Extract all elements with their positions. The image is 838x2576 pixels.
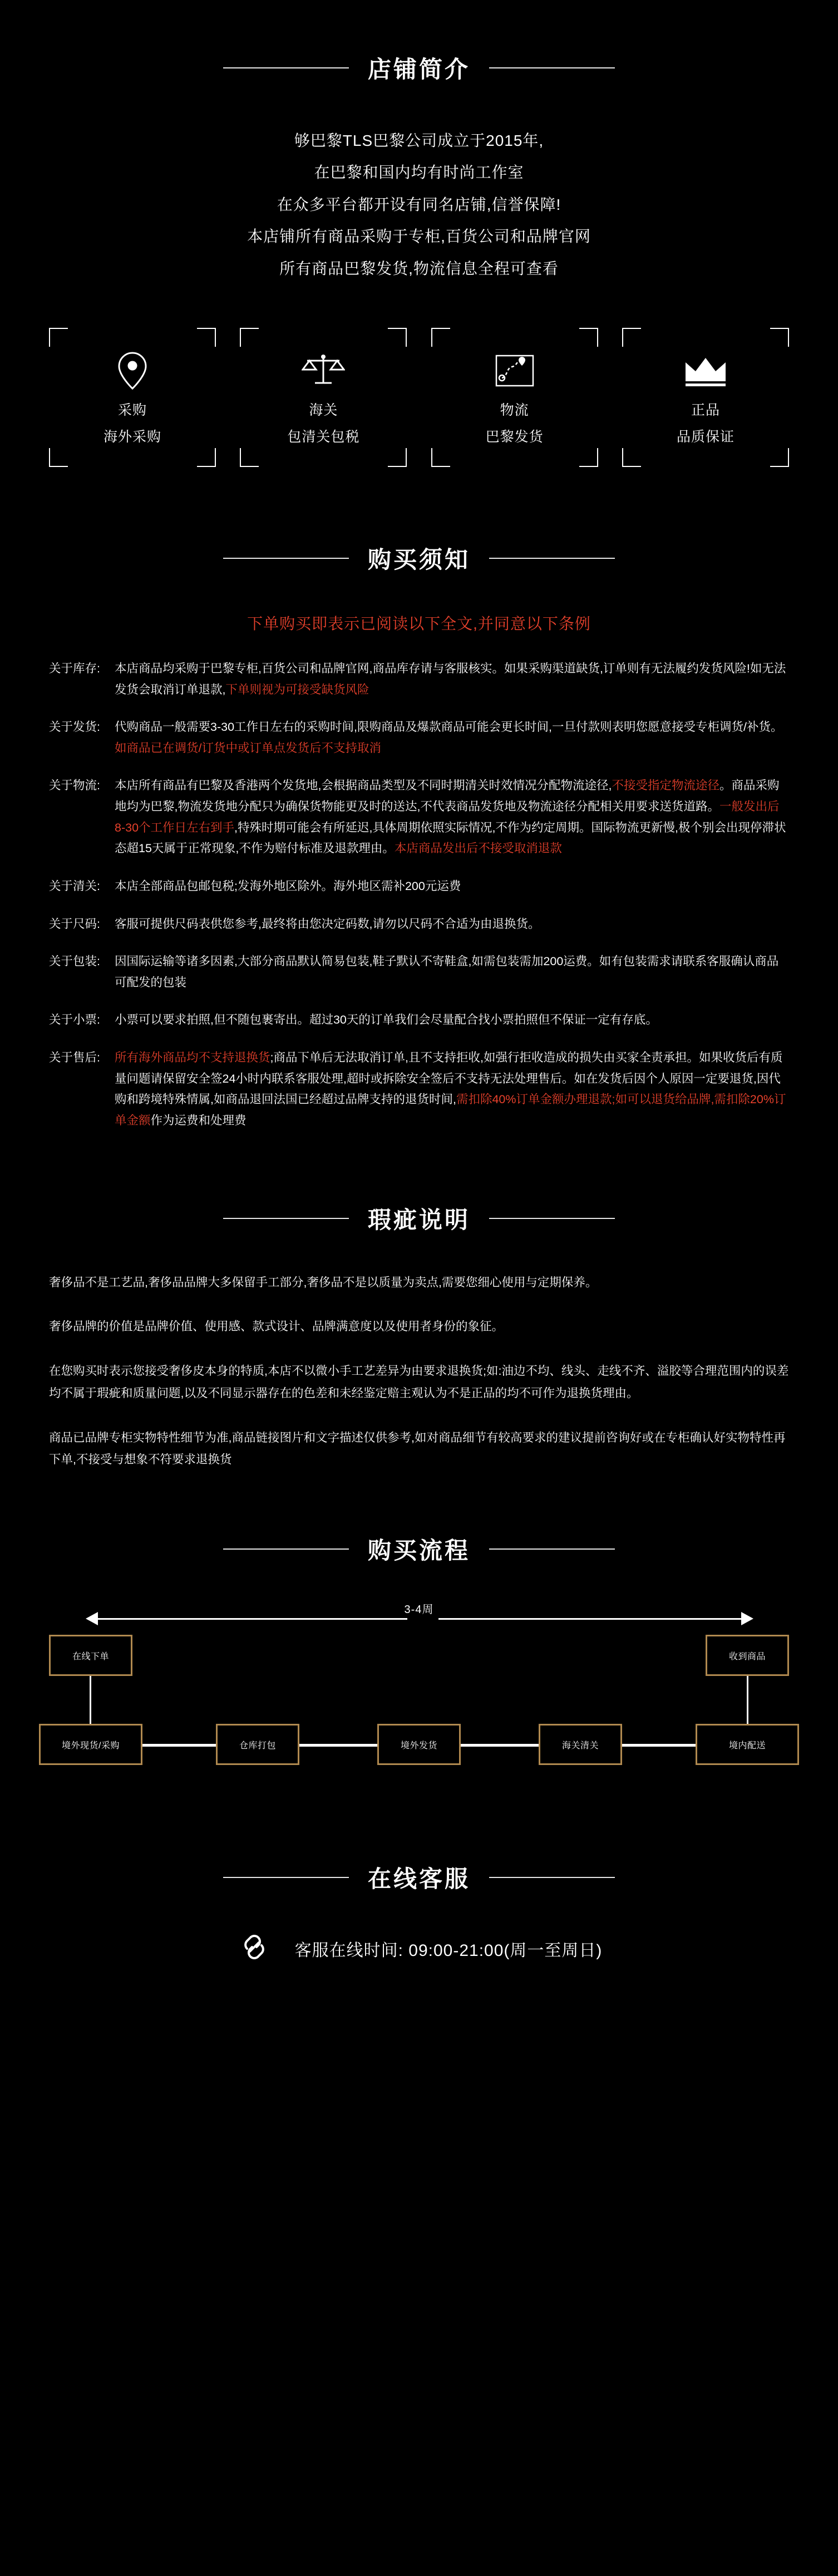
purchase-notes-heading [0,542,838,575]
note-item-customs [49,876,789,897]
purchase-notes-title: 购买须知 [367,546,470,573]
section-purchase-notes [0,519,838,1132]
badge-logistics [431,328,598,467]
flow-step-warehouse-packing: 仓库打包 [216,1724,299,1765]
note-part: 。商品采购地均为巴黎,物流发货地分配只为确保货物能更及时的送达,不代表商品发货地及物流途径分配相关用要求送货道路。 [115,779,780,814]
note-label: 关于小票: [49,1013,100,1027]
flaw-paragraph: 商品已品牌专柜实物特性细节为准,商品链接图片和文字描述仅供参考,如对商品细节有较高要求的建议提前咨询好或在专柜确认好实物特性再下单,不接受与想象不符要求退换货 [49,1430,786,1467]
note-text: 客服可提供尺码表供您参考,最终将由您决定码数,请勿以尺码不合适为由退换货。 [115,917,540,931]
note-text: 因国际运输等诸多因素,大部分商品默认简易包装,鞋子默认不寄鞋盒,如需包装需加200运费。如有包装需求请联系客服确认商品可配发的包装 [115,955,779,989]
service-hours-row [0,1929,838,1968]
crown-icon [682,347,729,395]
intro-line: 本店铺所有商品采购于专柜,百货公司和品牌官网 [247,228,591,245]
store-intro-text [0,125,838,284]
flow-arrow-head-left [86,1612,98,1628]
flow-step-customs-clearance: 海关清关 [539,1724,622,1765]
heading-rule-left [223,558,349,559]
note-label: 关于库存: [49,661,100,675]
note-item-packaging [49,951,789,993]
note-part-highlight: 不接受指定物流途径 [612,779,719,793]
note-item-logistics [49,775,789,859]
note-item-stock [49,658,789,700]
flaw-body [49,1272,789,1472]
flaw-heading [0,1202,838,1235]
scales-icon [302,347,345,395]
note-part: ;商品下单后无法取消订单,且不支持拒收,如强行拒收造成的损失由买家全责承担。如果收货后有质量问题请保留安全签24小时内联系客服处理,超时或拆除安全签后不支持无法处理售后。如在发货后因个人原因一定要退货,因代购和跨境特殊情属,如商品退回法国已经超过品牌支持的退货时间, [115,1051,783,1107]
note-item-shipping [49,717,789,759]
note-item-size [49,914,789,935]
section-store-intro [0,0,838,467]
note-label: 关于发货: [49,720,100,734]
flow-heading [0,1532,838,1566]
heading-rule-left [223,1877,349,1878]
note-item-after-sales [49,1048,789,1132]
flow-step-overseas-shipping: 境外发货 [377,1724,461,1765]
chat-link-icon[interactable] [236,1929,273,1968]
service-hours-text: 客服在线时间: 09:00-21:00(周一至周日) [294,1941,603,1960]
heading-rule-right [489,1548,615,1550]
note-text [115,658,789,700]
heading-rule-right [489,1877,615,1878]
flaw-paragraph: 在您购买时表示您接受奢侈皮本身的特质,本店不以微小手工艺差异为由要求退换货;如:油边不均、线头、走线不齐、溢胶等合理范围内的误差均不属于瑕疵和质量问题,以及不同显示器存在的色差和未经鉴定赔主观认为不是正品的均不可作为退换货理由。 [49,1364,789,1400]
flow-duration-label: 3-4周 [404,1604,434,1616]
note-text [115,717,789,759]
flaw-title: 瑕疵说明 [367,1206,470,1233]
flow-connector-vertical-left [90,1676,91,1724]
flow-step-receive-goods: 收到商品 [706,1635,789,1676]
service-title: 在线客服 [367,1866,470,1892]
intro-line: 在巴黎和国内均有时尚工作室 [314,164,524,181]
note-text [115,1048,789,1132]
section-online-service [0,1835,838,2007]
note-part: 作为运费和处理费 [150,1113,247,1127]
intro-line: 在众多平台都开设有同名店铺,信誉保障! [277,195,561,213]
note-part-highlight: 一般发出后8-30个工作日左右到手 [115,800,780,834]
flow-step-place-order: 在线下单 [49,1635,132,1676]
flow-step-domestic-delivery: 境内配送 [696,1724,799,1765]
note-part: ,特殊时期可能会有所延迟,具体周期依照实际情况,不作为约定周期。国际物流更新慢,极个别会出现停滞状态超15天属于正常现象,不作为赔付标准及退款理由。 [115,820,786,856]
flaw-paragraph: 奢侈品牌的价值是品牌价值、使用感、款式设计、品牌满意度以及使用者身份的象征。 [49,1320,504,1334]
badge-authenticity [622,328,789,467]
note-part: 本店所有商品有巴黎及香港两个发货地,会根据商品类型及不同时期清关时效情况分配物流途径, [115,779,612,793]
purchase-notes-warning: 下单购买即表示已阅读以下全文,并同意以下条例 [247,614,591,632]
intro-line: 够巴黎TLS巴黎公司成立于2015年, [294,132,544,149]
note-label: 关于物流: [49,779,100,793]
flow-step-overseas-stock-purchase: 境外现货/采购 [39,1724,142,1765]
badge-purchase [49,328,216,467]
note-part-highlight: 需扣除40%订单金额办理退款;如可以退货给品牌,需扣除20%订单金额 [115,1093,786,1127]
badge-customs [240,328,407,467]
heading-rule-right [489,67,615,68]
note-label: 关于尺码: [49,917,100,931]
badge-subtitle: 巴黎发货 [485,429,544,445]
note-label: 关于包装: [49,955,100,969]
store-intro-heading [0,51,838,85]
note-text: 小票可以要求拍照,但不随包裹寄出。超过30天的订单我们会尽量配合找小票拍照但不保证一定有存底。 [115,1013,658,1027]
badge-title: 海关 [309,402,338,419]
flow-arrow-head-right [741,1612,753,1628]
note-label: 关于售后: [49,1051,100,1065]
note-text [115,775,789,859]
heading-rule-left [223,67,349,68]
flow-connector-vertical-right [747,1676,748,1724]
service-heading [0,1861,838,1894]
store-intro-title: 店铺简介 [367,56,470,82]
note-part: 代购商品一般需要3-30工作日左右的采购时间,限购商品及爆款商品可能会更长时间,一旦付款则表明您愿意接受专柜调货/补货。 [115,720,783,734]
note-label: 关于清关: [49,879,100,893]
note-part-highlight: 下单则视为可接受缺货风险 [225,682,369,696]
flow-diagram [49,1598,789,1782]
badge-title: 正品 [691,402,720,419]
badge-title: 物流 [500,402,529,419]
badge-title: 采购 [117,402,147,419]
flow-title: 购买流程 [367,1537,470,1564]
heading-rule-right [489,558,615,559]
note-part: 本店商品均采购于巴黎专柜,百货公司和品牌官网,商品库存请与客服核实。如果采购渠道缺货,订单则有无法履约发货风险!如无法发货会取消订单退款, [115,661,786,696]
flaw-paragraph: 奢侈品不是工艺品,奢侈品品牌大多保留手工部分,奢侈品不是以质量为卖点,需要您细心使用与定期保养。 [49,1275,598,1289]
section-flaw-description [0,1171,838,1472]
flow-arrow-line-right [438,1618,742,1620]
feature-badges [49,328,789,467]
note-item-receipt [49,1010,789,1031]
heading-rule-left [223,1218,349,1219]
badge-subtitle: 海外采购 [103,429,161,445]
heading-rule-left [223,1548,349,1550]
purchase-notes-list [49,658,789,1132]
flow-arrow-line-left [96,1618,407,1620]
note-part-highlight: 所有海外商品均不支持退换货 [115,1051,270,1065]
section-purchase-flow [0,1508,838,1782]
badge-subtitle: 品质保证 [676,429,735,445]
note-text: 本店全部商品包邮包税;发海外地区除外。海外地区需补200元运费 [115,879,461,893]
logistics-route-icon [493,347,536,395]
badge-subtitle: 包清关包税 [287,429,360,445]
note-part-highlight: 如商品已在调货/订货中或订单点发货后不支持取消 [115,741,381,755]
intro-line: 所有商品巴黎发货,物流信息全程可查看 [279,259,559,277]
location-pin-icon [115,347,150,395]
note-part-highlight: 本店商品发出后不接受取消退款 [394,842,562,856]
heading-rule-right [489,1218,615,1219]
